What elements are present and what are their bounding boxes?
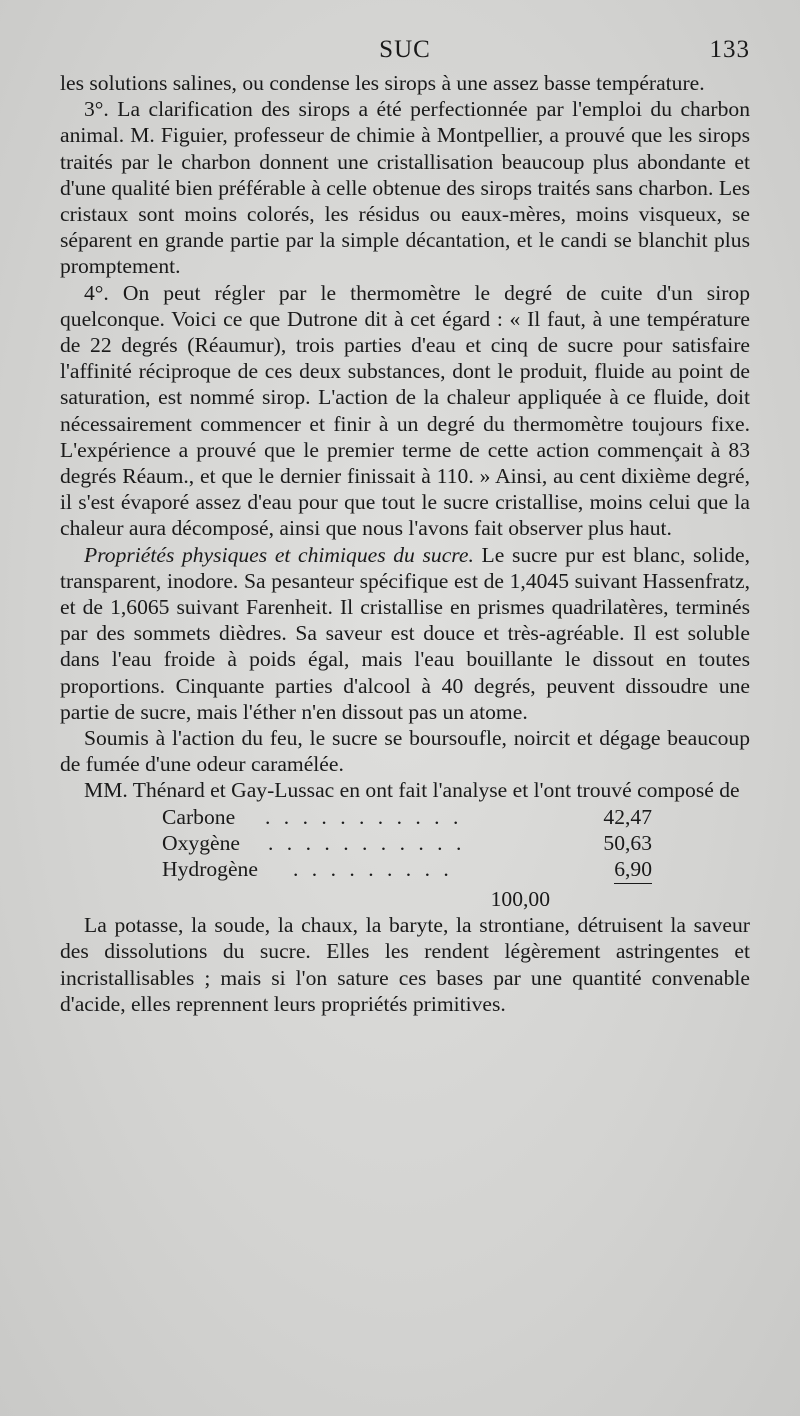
paragraph: MM. Thénard et Gay-Lussac en ont fait l'analyse et l'ont trouvé composé de bbox=[84, 778, 740, 803]
paragraph: Soumis à l'action du feu, le sucre se boursoufle, noircit et dégage beaucoup de fumée d'une odeur caramélée. bbox=[60, 726, 750, 777]
page-number: 133 bbox=[709, 36, 750, 63]
composition-row bbox=[60, 830, 652, 856]
total-value: 100,00 bbox=[490, 887, 550, 912]
leader-dots: . . . . . . . . . bbox=[293, 857, 453, 882]
leader-dots: . . . . . . . . . . . bbox=[268, 830, 466, 855]
composition-table bbox=[60, 804, 750, 913]
page-body bbox=[60, 70, 750, 1017]
element-label: Hydrogène bbox=[162, 857, 258, 882]
element-value: 50,63 bbox=[603, 830, 652, 855]
running-header bbox=[60, 36, 750, 68]
running-title: SUC bbox=[379, 36, 431, 63]
paragraph: La potasse, la soude, la chaux, la baryte, la strontiane, détruisent la saveur des dissolutions du sucre. Elles les rendent légèrement astringentes et incristallisables ; mais si l'on sature ces bases par une quantité convenable d'acide, elles reprennent leurs propriétés primitives. bbox=[60, 913, 750, 1016]
composition-row bbox=[60, 804, 652, 830]
element-label: Carbone bbox=[162, 804, 236, 829]
paragraph: les solutions salines, ou condense les sirops à une assez basse température. bbox=[60, 71, 705, 95]
composition-total bbox=[60, 882, 550, 912]
element-value: 42,47 bbox=[603, 804, 652, 829]
paragraph-text: Le sucre pur est blanc, solide, transparent, inodore. Sa pesanteur spécifique est de 1,4045 suivant Hassenfratz, et de 1,6065 suivant Farenheit. Il cristallise en prismes quadrilatères, terminés par des sommets dièdres. Sa saveur est douce et très-agréable. Il est soluble dans l'eau froide à poids égal, mais l'eau bouillante le dissout en toutes proportions. Cinquante parties d'alcool à 40 degrés, peuvent dissoudre une partie de sucre, mais l'éther n'en dissout pas un atome. bbox=[60, 542, 751, 724]
composition-row bbox=[60, 856, 652, 882]
paragraph bbox=[60, 542, 750, 725]
paragraph: 3°. La clarification des sirops a été perfectionnée par l'emploi du charbon animal. M. Figuier, professeur de chimie à Montpellier, a prouvé que les sirops traités par le charbon donnent une cristallisation beaucoup plus abondante et d'une qualité bien préférable à celle obtenue des sirops traités sans charbon. Les cristaux sont moins colorés, les résidus ou eaux-mères, moins visqueux, se séparent en grande partie par la simple décantation, et le candi se blanchit plus promptement. bbox=[60, 97, 750, 279]
leader-dots: . . . . . . . . . . . bbox=[265, 804, 463, 829]
paragraph: 4°. On peut régler par le thermomètre le degré de cuite d'un sirop quelconque. Voici ce que Dutrone dit à cet égard : « Il faut, à une température de 22 degrés (Réaumur), trois parties d'eau et cinq de sucre pour satisfaire l'affinité réciproque de ces deux substances, dont le produit, fluide au point de saturation, est nommé sirop. L'action de la chaleur appliquée à ce fluide, doit nécessairement commencer et finir à un degré du thermomètre toujours fixe. L'expérience a prouvé que le premier terme de cette action commençait à 83 degrés Réaum., et que le dernier finissait à 110. » Ainsi, au cent dixième degré, il s'est évaporé assez d'eau pour que tout le sucre cristallise, moins celui que la chaleur aura décomposé, ainsi que nous l'avons fait observer plus haut. bbox=[60, 280, 750, 541]
element-label: Oxygène bbox=[162, 830, 240, 855]
section-heading: Propriétés physiques et chimiques du sucre. bbox=[84, 542, 474, 567]
element-value: 6,90 bbox=[614, 856, 652, 884]
